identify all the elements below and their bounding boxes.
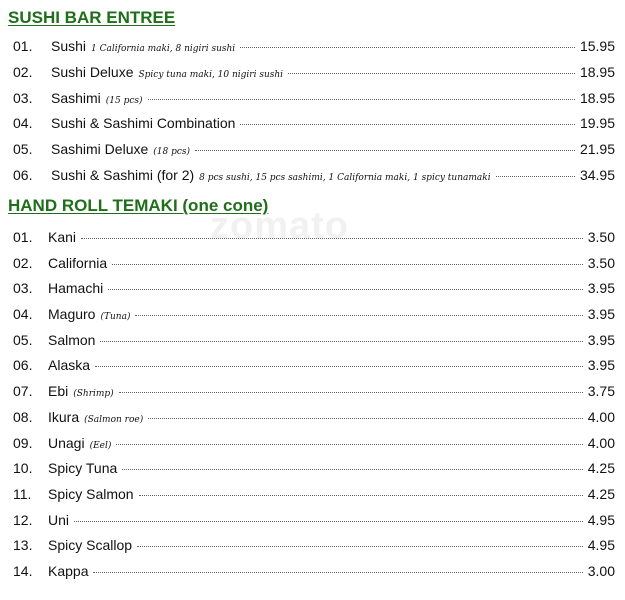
item-name: Salmon <box>48 331 96 348</box>
menu-item <box>0 280 625 306</box>
section-title-hand-roll-temaki: HAND ROLL TEMAKI (one cone) <box>8 196 269 215</box>
item-description: 1 California maki, 8 nigiri sushi <box>91 44 236 54</box>
section-title-sushi-bar-entree: SUSHI BAR ENTREE <box>8 8 176 27</box>
item-description: (15 pcs) <box>105 95 143 106</box>
item-price: 18.95 <box>579 63 615 80</box>
dot-leader <box>74 521 583 522</box>
menu-item <box>0 435 625 461</box>
item-description: (18 pcs) <box>153 147 191 158</box>
dot-leader <box>288 73 575 74</box>
item-description: Spicy tuna maki, 10 nigiri sushi <box>138 69 284 80</box>
dot-leader <box>116 444 582 445</box>
menu-item <box>0 409 625 435</box>
item-number: 05. <box>13 141 33 158</box>
item-price: 4.95 <box>587 511 615 528</box>
item-description: (Shrimp) <box>73 389 114 400</box>
item-description: (Salmon roe) <box>84 414 144 425</box>
item-number: 07. <box>13 383 33 400</box>
dot-leader <box>240 47 575 48</box>
item-number: 04. <box>13 306 33 323</box>
item-number: 09. <box>13 434 33 451</box>
dot-leader <box>240 124 575 125</box>
item-name: Spicy Salmon <box>48 485 134 502</box>
item-price: 18.95 <box>579 89 615 106</box>
item-number: 13. <box>13 537 33 554</box>
item-number: 03. <box>13 280 33 297</box>
menu-list-hand-roll-temaki <box>0 229 625 589</box>
menu-list-sushi-bar-entree <box>0 38 625 193</box>
item-number: 05. <box>13 331 33 348</box>
item-price: 34.95 <box>579 166 615 183</box>
item-price: 4.00 <box>587 434 615 451</box>
item-name: Maguro <box>48 306 96 323</box>
menu-item <box>0 90 625 116</box>
item-name: Ebi <box>48 383 69 400</box>
menu-item <box>0 115 625 141</box>
item-number: 06. <box>13 357 33 374</box>
item-price: 4.25 <box>587 485 615 502</box>
dot-leader <box>81 238 583 239</box>
item-name: Spicy Tuna <box>48 460 118 477</box>
dot-leader <box>135 315 582 316</box>
item-price: 3.00 <box>587 562 615 579</box>
menu-item <box>0 383 625 409</box>
menu-item <box>0 537 625 563</box>
dot-leader <box>112 264 583 265</box>
item-name: Hamachi <box>48 280 104 297</box>
item-price: 4.95 <box>587 537 615 554</box>
item-number: 04. <box>13 115 33 132</box>
item-price: 21.95 <box>579 141 615 158</box>
menu-item <box>0 167 625 193</box>
item-price: 19.95 <box>579 115 615 132</box>
item-number: 14. <box>13 562 33 579</box>
item-price: 3.50 <box>587 254 615 271</box>
menu-item <box>0 306 625 332</box>
menu-item <box>0 460 625 486</box>
item-number: 01. <box>13 38 33 54</box>
dot-leader <box>100 341 582 342</box>
item-name: Kani <box>48 229 77 245</box>
item-name: Sashimi Deluxe <box>51 141 149 158</box>
dot-leader <box>496 176 575 177</box>
menu-item <box>0 486 625 512</box>
menu-item <box>0 229 625 255</box>
menu-item <box>0 357 625 383</box>
dot-leader <box>195 150 575 151</box>
item-number: 03. <box>13 89 33 106</box>
item-name: Sushi <box>51 38 87 54</box>
item-price: 4.25 <box>587 460 615 477</box>
item-price: 15.95 <box>579 38 615 54</box>
menu-item <box>0 512 625 538</box>
item-number: 01. <box>13 229 33 245</box>
item-price: 3.50 <box>587 229 615 245</box>
item-name: Sushi & Sashimi Combination <box>51 115 236 132</box>
dot-leader <box>139 495 583 496</box>
item-number: 08. <box>13 408 33 425</box>
menu-item <box>0 64 625 90</box>
item-number: 11. <box>13 485 32 502</box>
item-price: 3.95 <box>587 280 615 297</box>
item-number: 02. <box>13 63 33 80</box>
item-name: Sushi & Sashimi (for 2) <box>51 166 195 183</box>
item-price: 4.00 <box>587 408 615 425</box>
item-name: Sushi Deluxe <box>51 63 134 80</box>
menu-item <box>0 38 625 64</box>
item-name: California <box>48 254 108 271</box>
item-number: 02. <box>13 254 33 271</box>
item-name: Unagi <box>48 434 85 451</box>
item-name: Ikura <box>48 408 80 425</box>
dot-leader <box>93 572 582 573</box>
item-name: Kappa <box>48 562 89 579</box>
item-number: 12. <box>13 511 33 528</box>
item-number: 10. <box>13 460 33 477</box>
dot-leader <box>148 99 575 100</box>
item-price: 3.95 <box>587 331 615 348</box>
menu-item <box>0 563 625 589</box>
item-price: 3.95 <box>587 357 615 374</box>
dot-leader <box>95 366 583 367</box>
item-price: 3.75 <box>587 383 615 400</box>
item-number: 06. <box>13 166 33 183</box>
item-description: (Eel) <box>89 440 112 451</box>
item-name: Uni <box>48 511 70 528</box>
menu-item <box>0 255 625 281</box>
item-description: (Tuna) <box>100 312 131 323</box>
item-name: Sashimi <box>51 89 101 106</box>
item-name: Spicy Scallop <box>48 537 133 554</box>
menu-item <box>0 332 625 358</box>
dot-leader <box>119 392 583 393</box>
dot-leader <box>108 289 583 290</box>
item-description: 8 pcs sushi, 15 pcs sashimi, 1 California maki, 1 spicy tunamaki <box>199 172 491 183</box>
item-name: Alaska <box>48 357 91 374</box>
menu-item <box>0 141 625 167</box>
dot-leader <box>137 546 583 547</box>
dot-leader <box>148 418 583 419</box>
dot-leader <box>122 469 582 470</box>
item-price: 3.95 <box>587 306 615 323</box>
zomato-watermark: zomato <box>210 205 349 247</box>
